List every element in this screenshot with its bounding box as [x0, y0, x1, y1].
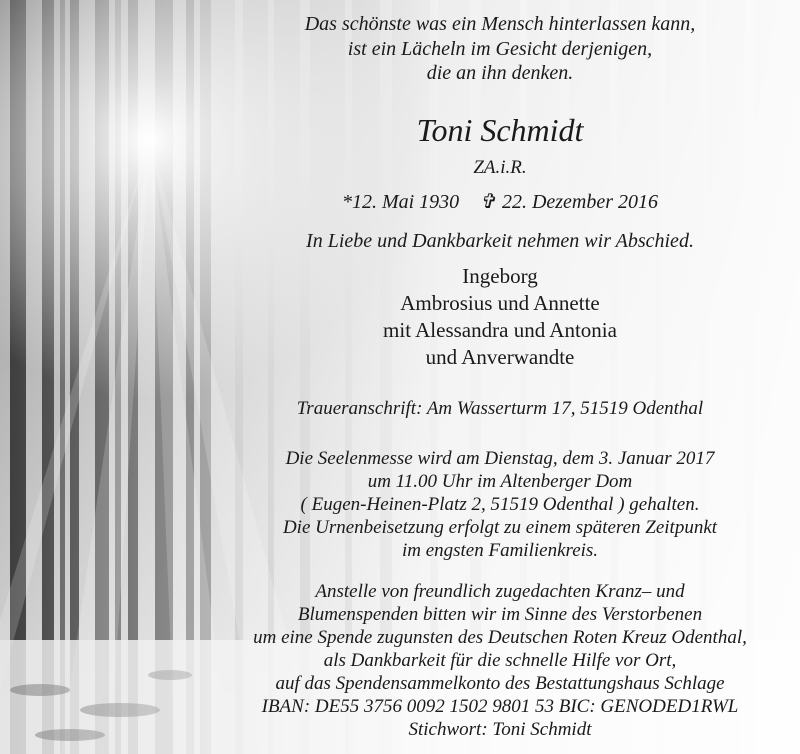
notice-text: [205, 0, 795, 754]
family-member: mit Alessandra und Antonia: [383, 318, 617, 342]
mass-line: im engsten Familienkreis.: [401, 540, 599, 561]
mourning-address: Traueranschrift: Am Wasserturm 17, 51519 Odenthal: [296, 398, 704, 419]
deceased-name: Toni Schmidt: [416, 112, 584, 148]
death-date: 22. Dezember 2016: [501, 191, 659, 213]
mass-line: um 11.00 Uhr im Altenberger Dom: [367, 471, 633, 492]
donation-line: Blumenspenden bitten wir im Sinne des Verstorbenen: [297, 604, 703, 625]
family-member: Ingeborg: [462, 264, 538, 288]
quote-line: ist ein Lächeln im Gesicht derjenigen,: [347, 38, 653, 60]
mass-line: Die Urnenbeisetzung erfolgt zu einem späteren Zeitpunkt: [282, 517, 718, 538]
bank-details: IBAN: DE55 3756 0092 1502 9801 53 BIC: GENODED1RWL: [261, 696, 739, 717]
donation-line: um eine Spende zugunsten des Deutschen Roten Kreuz Odenthal,: [253, 627, 747, 648]
donation-line: als Dankbarkeit für die schnelle Hilfe vor Ort,: [323, 650, 677, 671]
cross-icon: ✞: [479, 191, 496, 213]
donation-line: auf das Spendensammelkonto des Bestattungshaus Schlage: [275, 673, 725, 694]
quote-line: die an ihn denken.: [426, 62, 574, 84]
family-member: Ambrosius und Annette: [400, 291, 600, 315]
deceased-title: ZA.i.R.: [473, 157, 527, 178]
life-dates: [205, 189, 795, 214]
family-member: und Anverwandte: [425, 345, 575, 369]
keyword-line: Stichwort: Toni Schmidt: [408, 719, 592, 740]
quote-line: Das schönste was ein Mensch hinterlassen kann,: [304, 13, 696, 35]
farewell-text: In Liebe und Dankbarkeit nehmen wir Abschied.: [306, 230, 694, 252]
mass-line: Die Seelenmesse wird am Dienstag, dem 3. Januar 2017: [285, 448, 715, 469]
donation-line: Anstelle von freundlich zugedachten Kranz– und: [315, 581, 685, 602]
mass-line: ( Eugen-Heinen-Platz 2, 51519 Odenthal ) gehalten.: [300, 494, 700, 515]
birth-date: *12. Mai 1930: [341, 191, 460, 213]
